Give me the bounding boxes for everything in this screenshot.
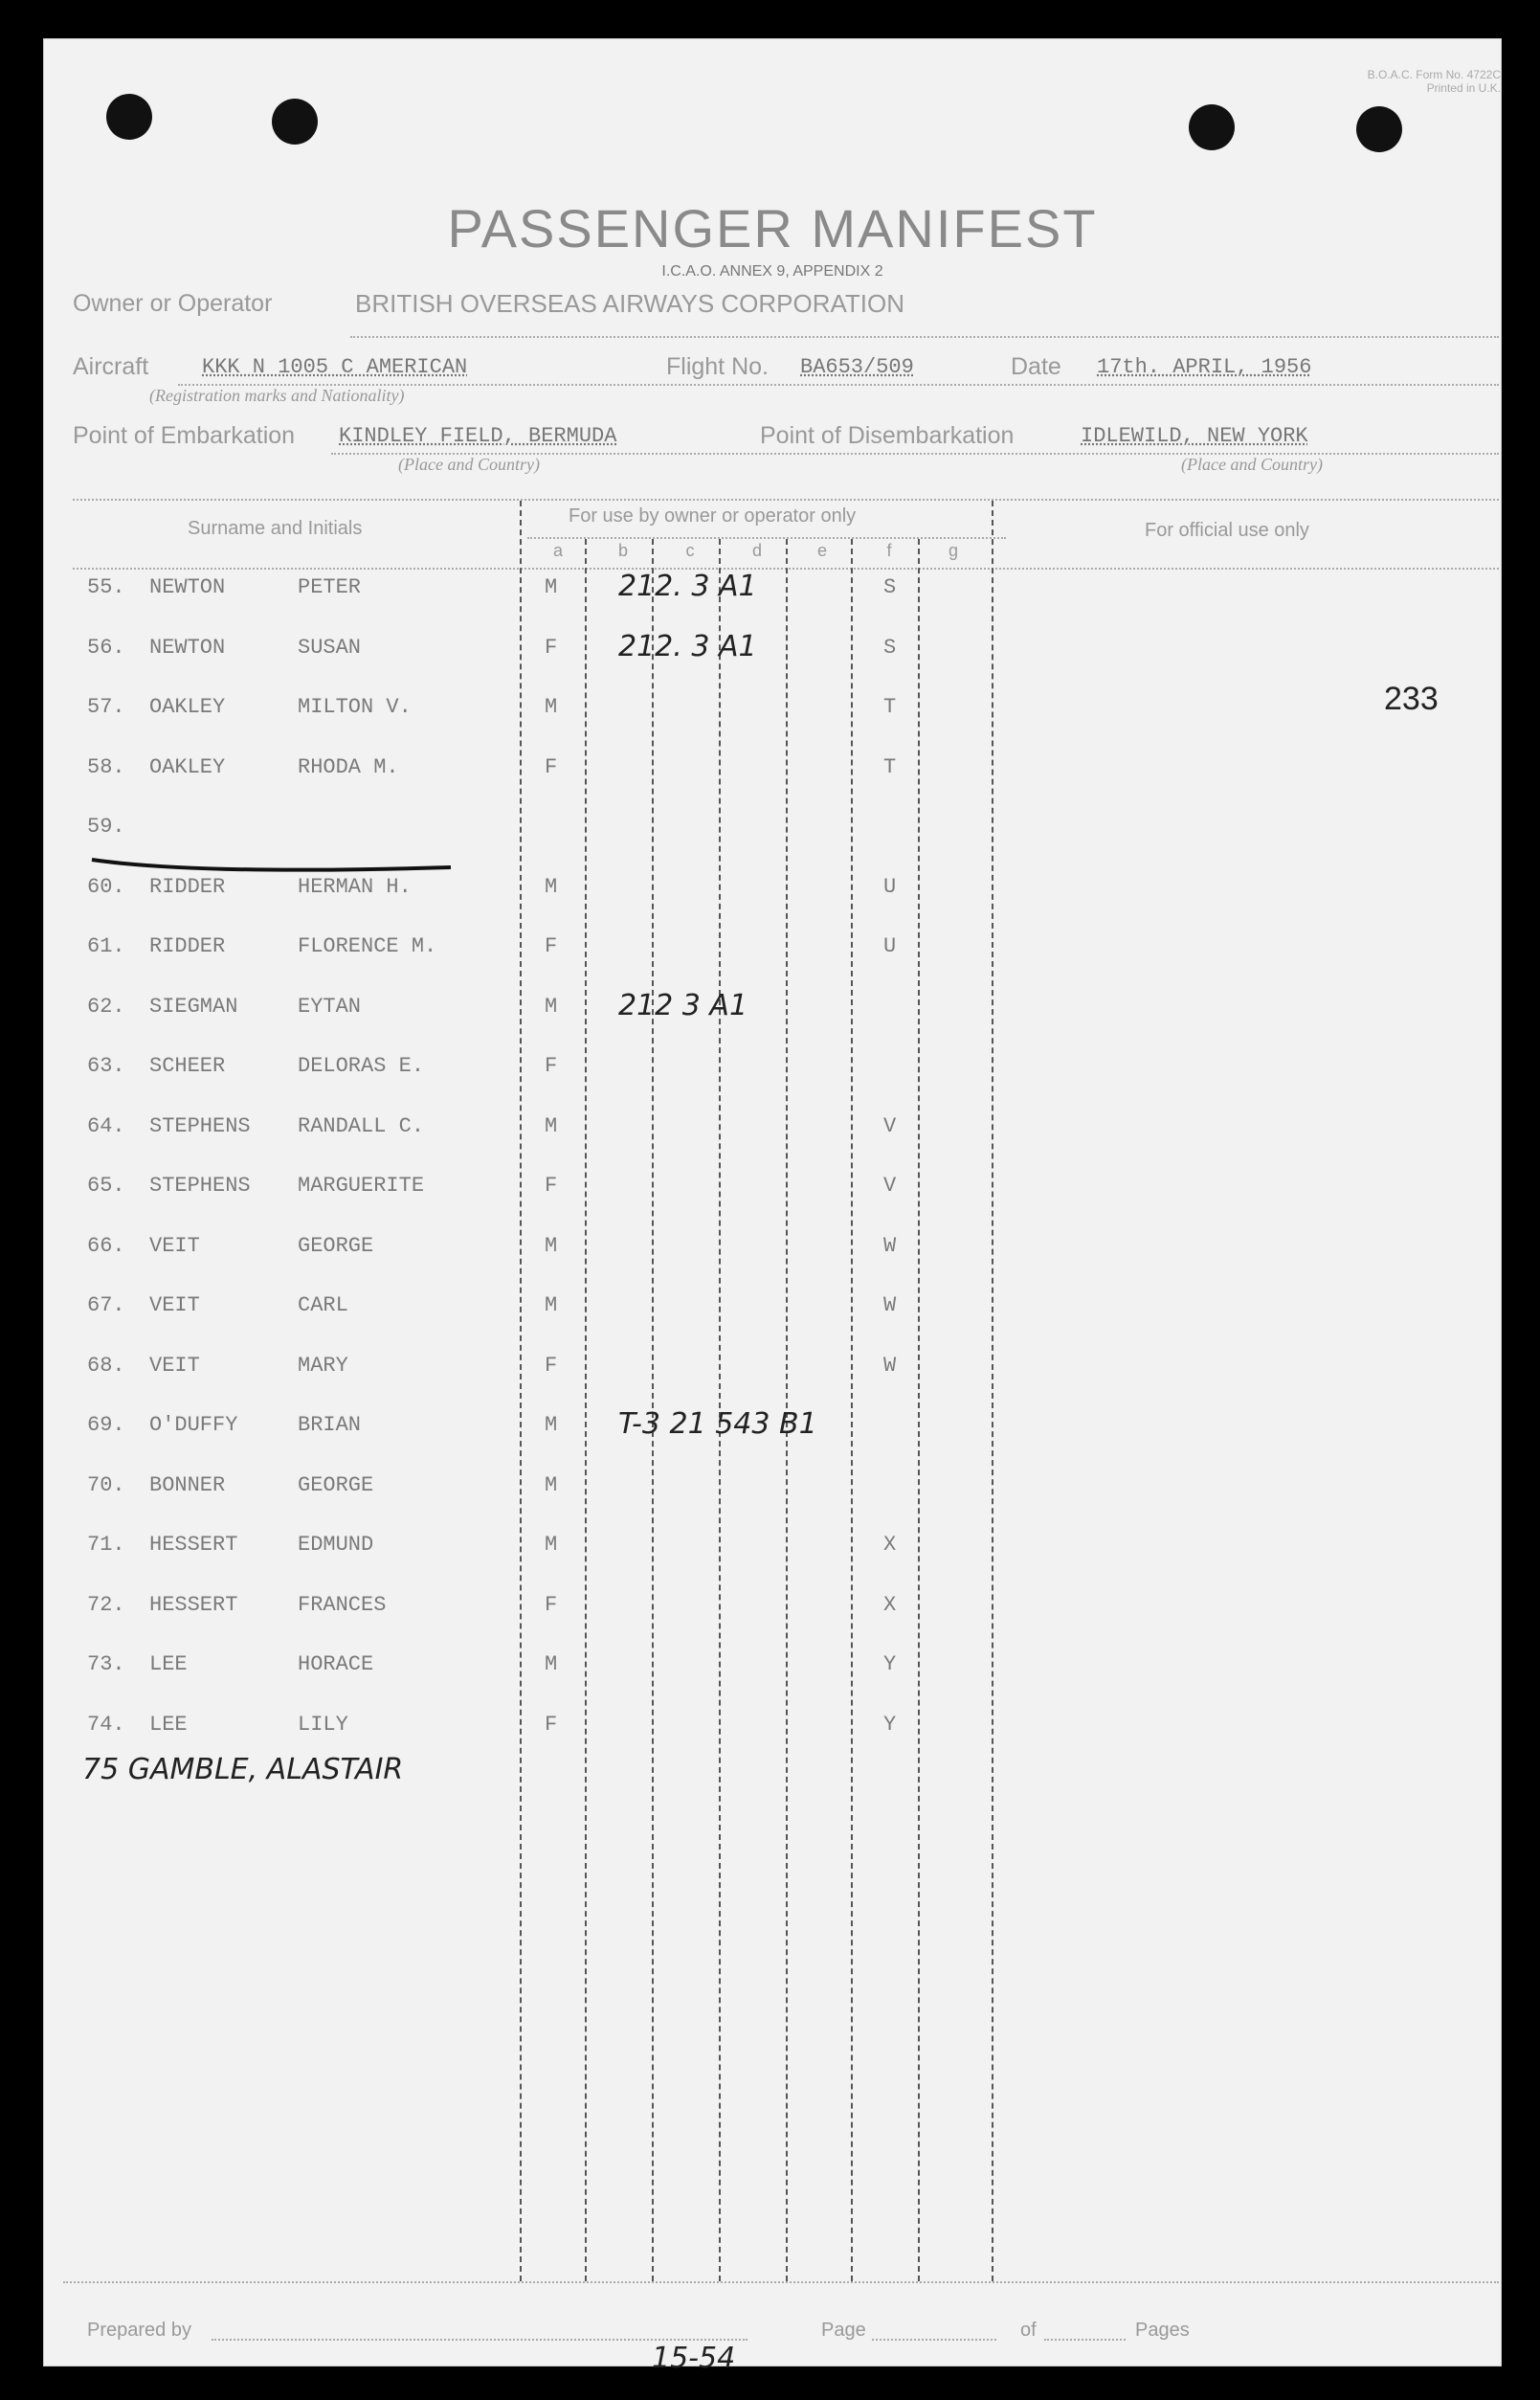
passenger-given-name: FLORENCE M. <box>298 934 437 958</box>
column-f-code: Y <box>883 1713 897 1737</box>
column-f-code: T <box>883 695 897 719</box>
passenger-surname: BONNER <box>149 1473 226 1497</box>
passenger-given-name: GEORGE <box>298 1473 374 1497</box>
passenger-sex: M <box>545 1413 558 1437</box>
handwritten-entry: 75 GAMBLE, ALASTAIR <box>82 1753 404 1786</box>
passenger-surname: STEPHENS <box>149 1174 251 1198</box>
table-row <box>44 630 1499 674</box>
column-f-code: T <box>883 755 897 779</box>
passenger-sex: M <box>545 1652 558 1676</box>
col-b: b <box>617 541 628 560</box>
row-number: 61. <box>87 934 125 958</box>
row-number: 69. <box>87 1413 125 1437</box>
passenger-given-name: HERMAN H. <box>298 875 412 899</box>
page-title: PASSENGER MANIFEST <box>447 198 1098 258</box>
passenger-given-name: MARGUERITE <box>298 1174 425 1198</box>
passenger-surname: HESSERT <box>149 1593 238 1617</box>
embarkation-note: (Place and Country) <box>398 455 540 474</box>
owner-line <box>350 336 1499 338</box>
page-subtitle: I.C.A.O. ANNEX 9, APPENDIX 2 <box>661 263 883 280</box>
passenger-given-name: MILTON V. <box>298 695 412 719</box>
passenger-surname: O'DUFFY <box>149 1413 238 1437</box>
passenger-sex: M <box>545 995 558 1019</box>
row-number: 63. <box>87 1054 125 1078</box>
passenger-surname: VEIT <box>149 1354 200 1378</box>
header-owner-use: For use by owner or operator only <box>569 505 857 527</box>
table-row <box>44 1234 1499 1272</box>
pages-label: Pages <box>1135 2320 1190 2341</box>
row-number: 68. <box>87 1354 125 1378</box>
col-a: a <box>552 541 563 560</box>
passenger-sex: F <box>545 934 558 958</box>
passenger-given-name: FRANCES <box>298 1593 387 1617</box>
header-surname: Surname and Initials <box>188 518 363 539</box>
col-c: c <box>685 541 695 560</box>
table-row <box>44 989 1499 1033</box>
page-line[interactable] <box>872 2339 996 2341</box>
passenger-sex: M <box>545 695 558 719</box>
row-number: 60. <box>87 875 125 899</box>
col-e: e <box>816 541 827 560</box>
column-f-code: V <box>883 1174 897 1198</box>
row-number: 66. <box>87 1234 125 1258</box>
date-label: Date <box>1011 353 1061 380</box>
column-f-code: S <box>883 575 897 599</box>
passenger-sex: F <box>545 1174 558 1198</box>
date-value: 17th. APRIL, 1956 <box>1097 355 1312 379</box>
passenger-sex: F <box>545 1354 558 1378</box>
col-f: f <box>886 541 892 560</box>
passenger-sex: M <box>545 1473 558 1497</box>
passenger-surname: NEWTON <box>149 636 226 660</box>
aircraft-label: Aircraft <box>73 353 149 380</box>
passenger-sex: F <box>545 1713 558 1737</box>
table-row <box>44 1114 1499 1153</box>
passenger-given-name: HORACE <box>298 1652 374 1676</box>
table-row <box>44 1533 1499 1571</box>
table-row <box>44 755 1499 794</box>
passenger-surname: SCHEER <box>149 1054 226 1078</box>
col-g: g <box>948 541 958 560</box>
passenger-sex: M <box>545 1114 558 1138</box>
passenger-given-name: RANDALL C. <box>298 1114 425 1138</box>
passenger-surname: LEE <box>149 1713 188 1737</box>
column-f-code: U <box>883 934 897 958</box>
table-row <box>44 1174 1499 1212</box>
row-number: 74. <box>87 1713 125 1737</box>
footer-handwritten: 15-54 <box>652 2342 736 2375</box>
table-row <box>44 934 1499 973</box>
table-row <box>44 875 1499 913</box>
table-row <box>44 1473 1499 1512</box>
handwritten-code: 212 3 A1 <box>618 989 748 1022</box>
row-number: 64. <box>87 1114 125 1138</box>
punch-hole <box>106 94 152 140</box>
row-number: 67. <box>87 1293 125 1317</box>
row-number: 57. <box>87 695 125 719</box>
punch-hole <box>272 99 318 145</box>
passenger-sex: M <box>545 1293 558 1317</box>
column-rule <box>851 539 853 2281</box>
row-number: 56. <box>87 636 125 660</box>
prepared-by-label: Prepared by <box>87 2320 191 2341</box>
passenger-given-name: MARY <box>298 1354 348 1378</box>
passenger-sex: F <box>545 636 558 660</box>
passenger-given-name: EDMUND <box>298 1533 374 1557</box>
passenger-given-name: BRIAN <box>298 1413 362 1437</box>
embarkation-value: KINDLEY FIELD, BERMUDA <box>339 424 617 448</box>
row-number: 72. <box>87 1593 125 1617</box>
column-f-code: X <box>883 1533 897 1557</box>
of-label: of <box>1020 2320 1037 2341</box>
column-f-code: W <box>883 1354 897 1378</box>
handwritten-code: 212. 3 A1 <box>618 570 757 603</box>
passenger-surname: SIEGMAN <box>149 995 238 1019</box>
passenger-given-name: EYTAN <box>298 995 362 1019</box>
passenger-surname: VEIT <box>149 1234 200 1258</box>
table-top-line <box>73 499 1499 501</box>
disembarkation-value: IDLEWILD, NEW YORK <box>1081 424 1308 448</box>
passenger-surname: RIDDER <box>149 934 226 958</box>
embarkation-label: Point of Embarkation <box>73 422 296 449</box>
handwritten-code: T-3 21 543 B1 <box>618 1407 817 1441</box>
passenger-given-name: SUSAN <box>298 636 362 660</box>
punch-hole <box>1189 104 1235 150</box>
owner-label: Owner or Operator <box>73 290 273 317</box>
aircraft-note: (Registration marks and Nationality) <box>149 386 405 405</box>
passenger-given-name: RHODA M. <box>298 755 399 779</box>
row-number: 73. <box>87 1652 125 1676</box>
punch-hole <box>1356 106 1402 152</box>
passenger-given-name: GEORGE <box>298 1234 374 1258</box>
passenger-surname: HESSERT <box>149 1533 238 1557</box>
passenger-given-name: DELORAS E. <box>298 1054 425 1078</box>
aircraft-line <box>178 384 1499 386</box>
strike-line <box>82 819 465 877</box>
printed-in-text: Printed in U.K. <box>1426 81 1501 95</box>
manifest-sheet <box>43 38 1502 2375</box>
passenger-surname: LEE <box>149 1652 188 1676</box>
table-row <box>44 1407 1499 1451</box>
column-rule <box>585 539 587 2281</box>
column-f-code: U <box>883 875 897 899</box>
table-row <box>44 1713 1499 1751</box>
of-line[interactable] <box>1044 2339 1126 2341</box>
col-d: d <box>751 541 762 560</box>
row-number: 62. <box>87 995 125 1019</box>
column-f-code: S <box>883 636 897 660</box>
flight-label: Flight No. <box>666 353 769 380</box>
table-row <box>44 1652 1499 1691</box>
form-number <box>1261 68 1501 95</box>
column-f-code: W <box>883 1293 897 1317</box>
row-number: 70. <box>87 1473 125 1497</box>
embark-line <box>331 453 1499 455</box>
column-f-code: X <box>883 1593 897 1617</box>
flight-value: BA653/509 <box>800 355 914 379</box>
page-label: Page <box>821 2320 866 2341</box>
owner-value: BRITISH OVERSEAS AIRWAYS CORPORATION <box>355 289 905 318</box>
prepared-by-line[interactable] <box>212 2339 748 2341</box>
passenger-sex: F <box>545 755 558 779</box>
passenger-sex: M <box>545 875 558 899</box>
passenger-surname: OAKLEY <box>149 695 226 719</box>
passenger-surname: NEWTON <box>149 575 226 599</box>
header-official: For official use only <box>1145 520 1309 541</box>
passenger-sex: F <box>545 1054 558 1078</box>
row-number: 58. <box>87 755 125 779</box>
disembarkation-label: Point of Disembarkation <box>760 422 1015 449</box>
passenger-sex: M <box>545 1234 558 1258</box>
passenger-surname: VEIT <box>149 1293 200 1317</box>
passenger-given-name: LILY <box>298 1713 348 1737</box>
handwritten-code: 212. 3 A1 <box>618 630 757 663</box>
passenger-sex: M <box>545 575 558 599</box>
table-row <box>44 570 1499 614</box>
passenger-surname: OAKLEY <box>149 755 226 779</box>
row-number: 65. <box>87 1174 125 1198</box>
form-number-text: B.O.A.C. Form No. 4722C <box>1367 68 1501 81</box>
column-f-code: Y <box>883 1652 897 1676</box>
column-rule <box>918 539 920 2281</box>
table-row <box>44 695 1499 733</box>
passenger-given-name: CARL <box>298 1293 348 1317</box>
passenger-sex: F <box>545 1593 558 1617</box>
header-sub-line <box>527 537 1006 539</box>
table-row <box>44 1054 1499 1092</box>
passenger-surname: RIDDER <box>149 875 226 899</box>
aircraft-value: KKK N 1005 C AMERICAN <box>202 355 468 379</box>
table-row <box>44 1593 1499 1631</box>
table-row <box>44 1354 1499 1392</box>
passenger-sex: M <box>545 1533 558 1557</box>
column-f-code: V <box>883 1114 897 1138</box>
page-number-handwritten: 233 <box>1384 681 1439 717</box>
row-number: 55. <box>87 575 125 599</box>
disembarkation-note: (Place and Country) <box>1181 455 1323 474</box>
passenger-given-name: PETER <box>298 575 362 599</box>
passenger-surname: STEPHENS <box>149 1114 251 1138</box>
row-number: 59. <box>87 815 125 839</box>
column-f-code: W <box>883 1234 897 1258</box>
table-bottom-line <box>63 2281 1499 2283</box>
table-row <box>44 1293 1499 1332</box>
row-number: 71. <box>87 1533 125 1557</box>
